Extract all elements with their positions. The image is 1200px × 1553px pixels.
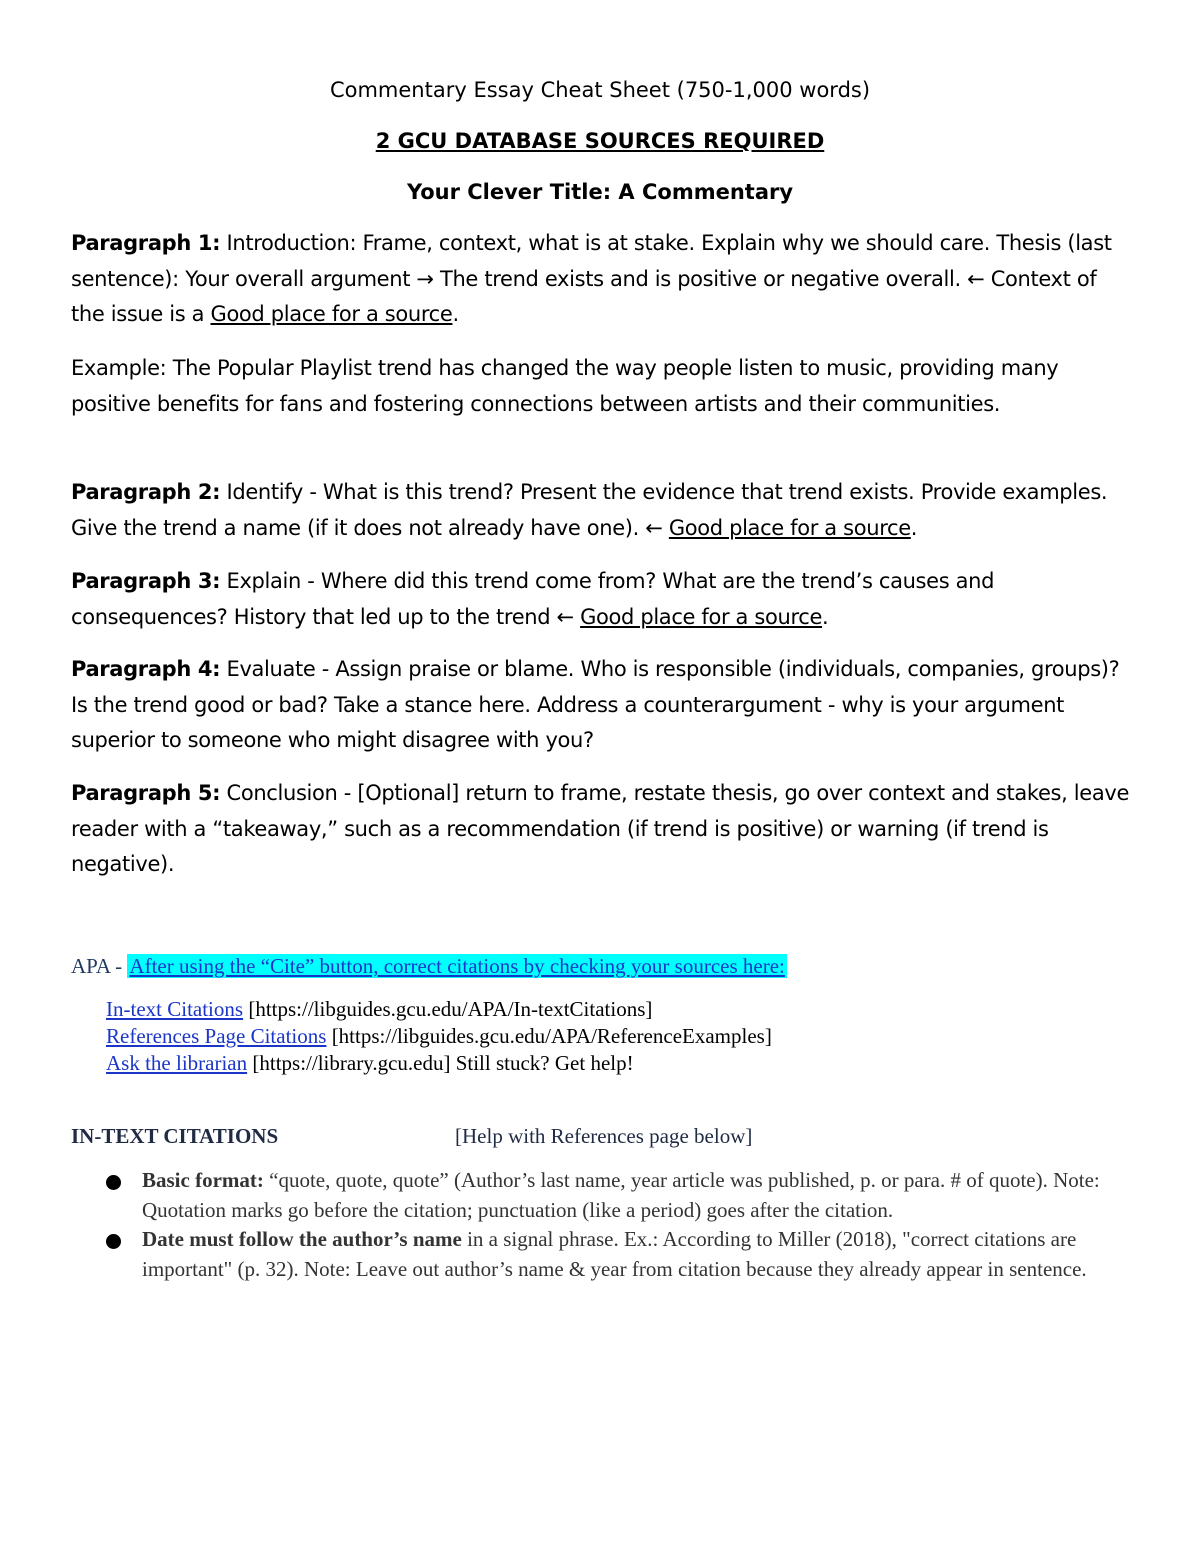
paragraph-2 xyxy=(71,475,1131,546)
citation-links xyxy=(106,996,772,1077)
link-url: [https://libguides.gcu.edu/APA/ReferenceExamples] xyxy=(326,1024,772,1048)
bullet-text: in a signal phrase. Ex.: According to Miller (2018), "correct citations are important" (p. 32). Note: Leave out author’s name & year from citation because they already appear in sentence. xyxy=(142,1227,1087,1281)
paragraph-label: Paragraph 1: xyxy=(71,231,221,255)
references-help-note: [Help with References page below] xyxy=(455,1124,753,1148)
list-item xyxy=(106,1225,1126,1284)
apa-highlighted-link[interactable]: After using the “Cite” button, correct citations by checking your sources here: xyxy=(129,954,785,978)
paragraph-3 xyxy=(71,564,1131,635)
paragraph-4 xyxy=(71,652,1131,759)
paragraph-label: Paragraph 2: xyxy=(71,480,221,504)
paragraph-label: Paragraph 5: xyxy=(71,781,221,805)
paragraph-tail: . xyxy=(910,515,918,540)
example-text: Example: The Popular Playlist trend has changed the way people listen to music, providing many positive benefits for fans and fostering connections between artists and their communities. xyxy=(71,356,1059,416)
apa-line xyxy=(71,952,787,980)
bullet-icon xyxy=(106,1175,121,1190)
link-row xyxy=(106,1023,772,1050)
bullet-icon xyxy=(106,1234,121,1249)
paragraph-tail: . xyxy=(822,604,829,629)
paragraph-tail: . xyxy=(452,302,459,326)
paragraph-1 xyxy=(71,226,1131,333)
paragraph-text: Introduction: Frame, context, what is at stake. Explain why we should care. Thesis (last sentence): Your overall argument → The trend exists and is positive or negative overall. ← Context of the issue is a xyxy=(71,231,1112,326)
sources-requirement-heading: 2 GCU DATABASE SOURCES REQUIRED xyxy=(375,129,825,153)
bullet-bold-label: Basic format: xyxy=(142,1168,264,1192)
paragraph-text: Explain - Where did this trend come from? What are the trend’s causes and consequences? History that led up to the trend ← xyxy=(71,569,995,629)
ask-the-librarian-link[interactable]: Ask the librarian xyxy=(106,1051,248,1075)
paragraph-label: Paragraph 3: xyxy=(71,569,221,593)
apa-label: APA - xyxy=(71,954,128,978)
essay-title-example: Your Clever Title: A Commentary xyxy=(406,180,794,204)
link-row xyxy=(106,1050,772,1077)
list-item xyxy=(106,1166,1126,1225)
paragraph-text: Evaluate - Assign praise or blame. Who is responsible (individuals, companies, groups)? Is the trend good or bad? Take a stance here. Address a counterargument - why is your argument superior to someone who might disagree with you? xyxy=(71,657,1120,752)
intext-citations-link[interactable]: In-text Citations xyxy=(106,997,244,1021)
example-paragraph xyxy=(71,351,1131,422)
document-title: Commentary Essay Cheat Sheet (750-1,000 words) xyxy=(329,78,871,102)
paragraph-text: Identify - What is this trend? Present the evidence that trend exists. Provide examples. Give the trend a name (if it does not already have one). ← xyxy=(71,480,1108,540)
link-row xyxy=(106,996,772,1023)
source-hint: Good place for a source xyxy=(580,604,823,629)
paragraph-text: Conclusion - [Optional] return to frame, restate thesis, go over context and stakes, leave reader with a “takeaway,” such as a recommendation (if trend is positive) or warning (if trend is negative). xyxy=(71,781,1130,876)
source-hint: Good place for a source xyxy=(668,515,911,540)
bullet-text: “quote, quote, quote” (Author’s last name, year article was published, p. or para. # of quote). Note: Quotation marks go before the citation; punctuation (like a period) goes after the citation. xyxy=(142,1168,1100,1222)
paragraph-label: Paragraph 4: xyxy=(71,657,221,681)
paragraph-5 xyxy=(71,776,1131,883)
citation-bullets xyxy=(106,1166,1126,1284)
bullet-bold-label: Date must follow the author’s name xyxy=(142,1227,462,1251)
intext-citations-heading-row xyxy=(71,1122,971,1150)
intext-citations-heading: IN-TEXT CITATIONS xyxy=(71,1124,279,1148)
link-url: [https://libguides.gcu.edu/APA/In-textCitations] xyxy=(243,997,653,1021)
references-page-citations-link[interactable]: References Page Citations xyxy=(106,1024,327,1048)
link-url: [https://library.gcu.edu] Still stuck? Get help! xyxy=(247,1051,634,1075)
source-hint: Good place for a source xyxy=(210,302,453,326)
